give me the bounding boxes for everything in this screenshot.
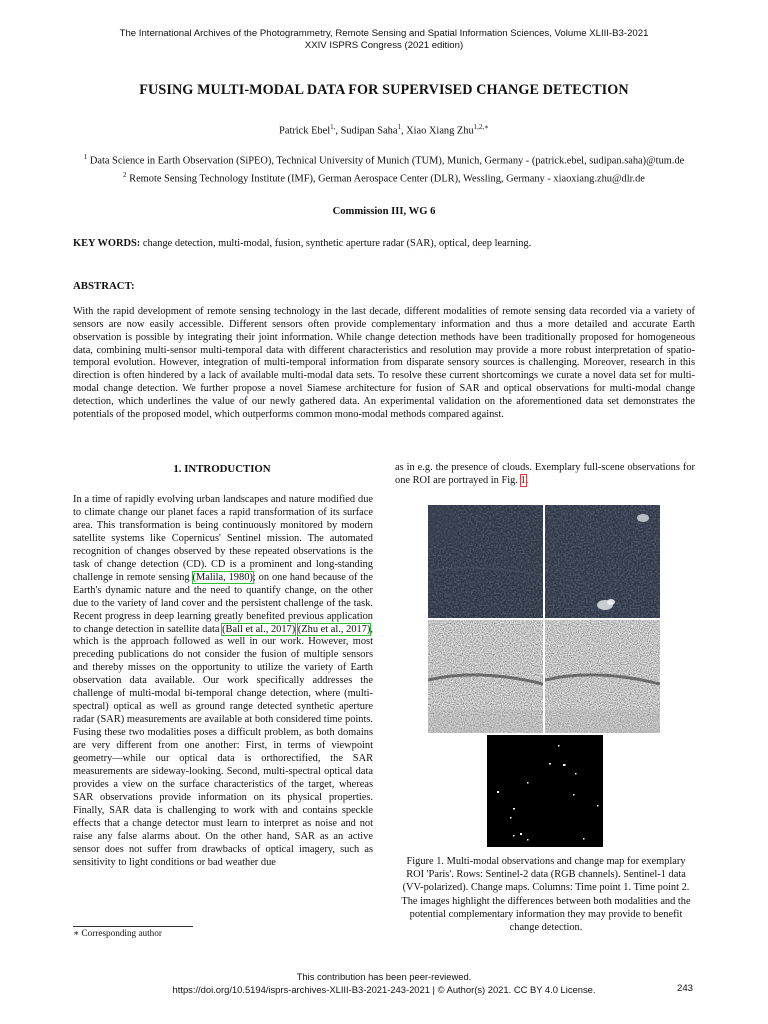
- column-2-sentence-end: .: [525, 474, 529, 486]
- figure-1-panels: [428, 505, 662, 847]
- citation-link-ball[interactable]: (Ball et al., 2017): [222, 623, 296, 635]
- running-header: [40, 28, 728, 52]
- commission: Commission III, WG 6: [332, 206, 436, 217]
- figure-reference-link[interactable]: 1: [520, 474, 526, 486]
- affiliation-1-number: 1: [83, 153, 88, 161]
- optical-image-t2: [545, 505, 660, 618]
- sar-image-t2: [545, 620, 660, 733]
- footer-doi-link[interactable]: https://doi.org/10.5194/isprs-archives-XLIII-B3-2021-243-2021 | © Author(s) 2021. CC BY 4.0 License.: [172, 984, 596, 995]
- abstract-heading: ABSTRACT:: [73, 280, 135, 292]
- affiliation-1: [70, 151, 698, 168]
- affiliations: [70, 151, 698, 186]
- affiliation-2: [70, 169, 698, 186]
- page-number: 243: [677, 983, 694, 994]
- introduction-text: [73, 494, 373, 870]
- affiliation-2-text: Remote Sensing Technology Institute (IMF), German Aerospace Center (DLR), Wessling, Germany - xiaoxiang.zhu@dlr.de: [126, 173, 645, 185]
- author-2-affil: 1: [397, 123, 401, 131]
- keywords-label: KEY WORDS:: [73, 238, 141, 249]
- keywords: [73, 238, 703, 249]
- citation-link-malila[interactable]: (Malila, 1980): [192, 571, 253, 583]
- affiliation-1-text: Data Science in Earth Observation (SiPEO), Technical University of Munich (TUM), Munich, Germany - (patrick.ebel, sudipan.saha)@tum.de: [87, 155, 685, 167]
- author-1: Patrick Ebel: [279, 125, 331, 137]
- header-line-1: The International Archives of the Photogrammetry, Remote Sensing and Spatial Information Sciences, Volume XLIII-B3-2021: [119, 28, 649, 39]
- intro-paragraph-part-2: ; on one hand because of the Earth's dynamic nature and the need to quantify change, on the other due to the variety of land cover and the persistent challenge of the task. Recent progress in deep learning greatly benefited previous application to change detection in satellite data: [73, 571, 373, 635]
- sar-image-t1: [428, 620, 543, 733]
- author-1-affil: 1,: [330, 123, 336, 131]
- optical-image-t1: [428, 505, 543, 618]
- affiliation-2-number: 2: [123, 170, 127, 179]
- column-2-text: [395, 462, 695, 488]
- page-footer: [40, 970, 728, 996]
- footer-peer-review: This contribution has been peer-reviewed.: [296, 971, 472, 982]
- intro-paragraph-part-3: , which is the approach followed as well in our work. However, most preceding publications do not consider the fusion of multiple sensors and thereby misses on the opportunity to utilize the variety of Earth observation data available. Our work specifically addresses the challenge of multi-modal bi-temporal change detection, where (multi-spectral) optical as well as ground range detected synthetic aperture radar (SAR) measurements are available at both considered time points. Fusing these two modalities poses a difficult problem, as both domains are very different from one another: First, in terms of viewpoint geometry—while our optical data is orthorectified, the SAR measurements are sideway-looking. Second, multi-spectral optical data provides a view on the surface characteristics of the target, whereas SAR observations provide information on its physical properties. Finally, SAR data is challenging to work with and contains speckle effects that a change detector must learn to interpret as noise and not raise any false alarms about. On the other hand, SAR as an active sensor does not suffer from drawbacks of optical imagery, such as sensitivity to light conditions or bad weather due: [73, 623, 373, 868]
- author-list: [40, 123, 728, 136]
- author-2: , Sudipan Saha: [335, 125, 398, 137]
- author-3: , Xiao Xiang Zhu: [400, 125, 474, 137]
- header-line-2: XXIV ISPRS Congress (2021 edition): [304, 40, 464, 51]
- footnote-mark: ∗: [73, 928, 80, 938]
- column-2-sentence: as in e.g. the presence of clouds. Exemplary full-scene observations for one ROI are portrayed in Fig.: [395, 462, 695, 486]
- footnote-divider: [73, 926, 193, 927]
- change-map: [487, 735, 603, 847]
- footnote: [73, 928, 162, 939]
- abstract-text: With the rapid development of remote sensing technology in the last decade, different modalities of remote sensing data recorded via a variety of sensors are now easily accessible. Different sensors often provide complementary information and thus a more detailed and accurate Earth observation is possible by integrating their joint information. While change detection methods have been traditionally proposed for homogeneous data, combining multi-sensor multi-temporal data with different characteristics and resolution may provide a more robust interpretation of spatio-temporal evolution. However, integration of multi-temporal information from disparate sensory sources is challenging. Moreover, research in this direction is often hindered by a lack of available multi-modal data sets. To resolve these current shortcomings we curate a novel data set for multi-modal change detection. We further propose a novel Siamese architecture for fusion of SAR and optical observations for multi-modal change detection, which underlines the value of our newly gathered data. An experimental validation on the aforementioned data set demonstrates the potentials of the proposed model, which outperforms common mono-modal methods compared against.: [73, 306, 695, 420]
- author-3-affil: 1,2,∗: [473, 123, 489, 131]
- paper-title: FUSING MULTI-MODAL DATA FOR SUPERVISED CHANGE DETECTION: [139, 82, 629, 98]
- citation-link-zhu[interactable]: (Zhu et al., 2017): [297, 623, 371, 635]
- keywords-text: change detection, multi-modal, fusion, synthetic aperture radar (SAR), optical, deep learning.: [140, 238, 532, 249]
- section-heading-introduction: 1. INTRODUCTION: [173, 463, 271, 475]
- footnote-text: Corresponding author: [79, 928, 162, 938]
- intro-paragraph-part-1: In a time of rapidly evolving urban landscapes and nature modified due to climate change our planet faces a rapid transformation of its surface area. This transformation is being continuously monitored by modern satellite systems like Copernicus' Sentinel mission. The automated recognition of changes observed by these repeated observations is the task of change detection (CD). CD is a prominent and long-standing challenge in remote sensing: [73, 494, 373, 583]
- figure-1-caption: Figure 1. Multi-modal observations and change map for exemplary ROI 'Paris'. Rows: Sentinel-2 data (RGB channels). Sentinel-1 data (VV-polarized). Change maps. Columns: Time point 1. Time point 2. The images highlight the differences between both modalities and the potential complementary information they may provide to benefit change detection.: [401, 856, 691, 934]
